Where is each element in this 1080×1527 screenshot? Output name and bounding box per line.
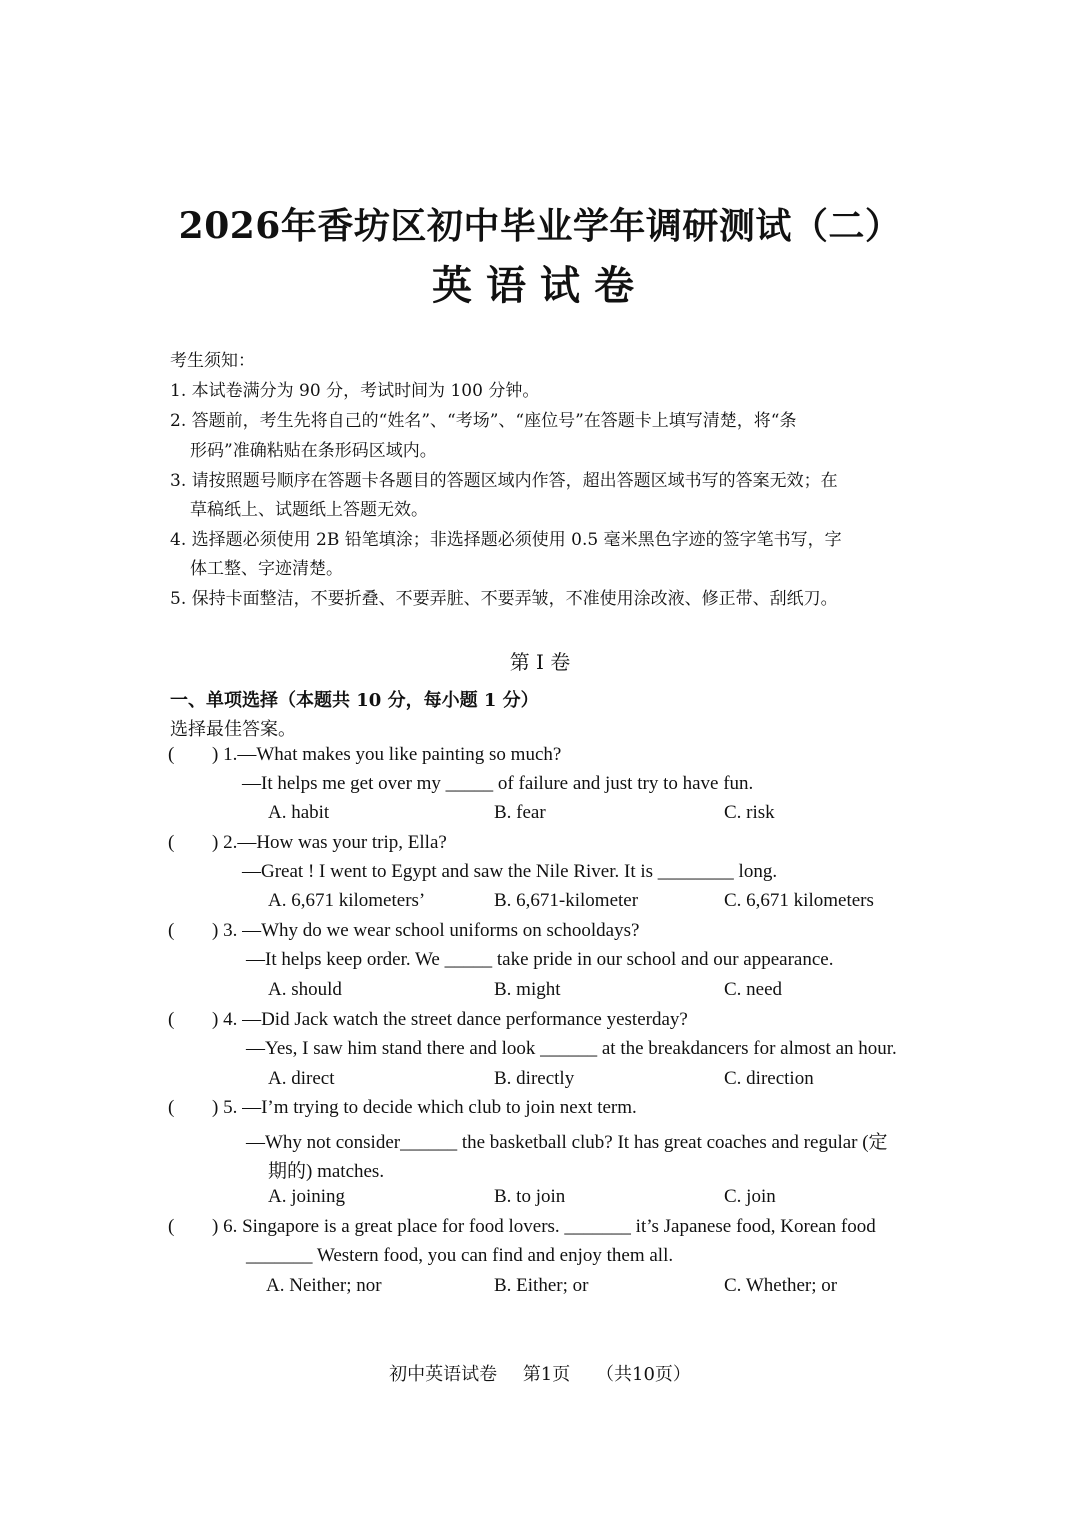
notes-line: 4. 选择题必须使用 2B 铅笔填涂；非选择题必须使用 0.5 毫米黑色字迹的签字笔书写，字 (170, 530, 842, 550)
part-heading: 一、单项选择（本题共 10 分，每小题 1 分） (170, 690, 539, 711)
question-stem: ) 2.—How was your trip, Ella? (212, 832, 447, 853)
answer-paren[interactable]: ( (168, 832, 175, 853)
notes-heading: 考生须知： (170, 351, 255, 371)
notes-line: 5. 保持卡面整洁，不要折叠、不要弄脏、不要弄皱，不准使用涂改液、修正带、刮纸刀。 (170, 589, 838, 609)
footer-page-total: （共10页） (596, 1364, 691, 1385)
option-a: A. 6,671 kilometers’ (268, 890, 426, 911)
footer-exam-name: 初中英语试卷 (389, 1364, 498, 1385)
exam-title: 2026年香坊区初中毕业学年调研测试（二） (178, 205, 902, 247)
option-a: A. Neither; nor (266, 1275, 382, 1296)
notes-line: 体工整、字迹清楚。 (190, 559, 343, 579)
option-b: B. directly (494, 1068, 575, 1089)
question-stem: ) 6. Singapore is a great place for food lovers. _______ it’s Japanese food, Korean food (212, 1216, 876, 1237)
question-line: —Yes, I saw him stand there and look ______ at the breakdancers for almost an hour. (246, 1038, 897, 1059)
notes-line: 1. 本试卷满分为 90 分，考试时间为 100 分钟。 (170, 381, 540, 401)
question-line: —It helps me get over my _____ of failure and just try to have fun. (242, 773, 754, 794)
option-c: C. need (724, 979, 783, 1000)
notes-line: 草稿纸上、试题纸上答题无效。 (190, 500, 428, 520)
notes-line: 3. 请按照题号顺序在答题卡各题目的答题区域内作答，超出答题区域书写的答案无效；在 (170, 471, 838, 491)
question-line: —Why not consider______ the basketball club? It has great coaches and regular (定 (246, 1132, 888, 1153)
answer-paren[interactable]: ( (168, 1097, 175, 1118)
volume-heading: 第 Ⅰ 卷 (509, 650, 571, 674)
option-b: B. fear (494, 802, 546, 823)
notes-line: 2. 答题前，考生先将自己的“姓名”、“考场”、“座位号”在答题卡上填写清楚，将“条 (170, 411, 797, 431)
question-line: —It helps keep order. We _____ take pride in our school and our appearance. (246, 949, 834, 970)
option-a: A. joining (268, 1186, 346, 1207)
option-a: A. should (268, 979, 342, 1000)
question-line: 期的) matches. (268, 1161, 385, 1182)
option-b: B. Either; or (494, 1275, 589, 1296)
exam-subtitle: 英语试卷 (432, 262, 648, 309)
footer-page-number: 第1页 (522, 1364, 571, 1385)
part-instruction: 选择最佳答案。 (170, 719, 296, 740)
page-footer (0, 1360, 1080, 1386)
option-c: C. direction (724, 1068, 814, 1089)
question-stem: ) 3. —Why do we wear school uniforms on schooldays? (212, 920, 640, 941)
answer-paren[interactable]: ( (168, 1216, 175, 1237)
option-c: C. join (724, 1186, 776, 1207)
option-b: B. to join (494, 1186, 566, 1207)
question-stem: ) 4. —Did Jack watch the street dance performance yesterday? (212, 1009, 688, 1030)
option-b: B. 6,671-kilometer (494, 890, 639, 911)
answer-paren[interactable]: ( (168, 744, 175, 765)
question-line: —Great ! I went to Egypt and saw the Nile River. It is ________ long. (242, 861, 778, 882)
notes-line: 形码”准确粘贴在条形码区域内。 (190, 441, 437, 461)
option-c: C. Whether; or (724, 1275, 838, 1296)
option-c: C. 6,671 kilometers (724, 890, 874, 911)
option-b: B. might (494, 979, 561, 1000)
answer-paren[interactable]: ( (168, 1009, 175, 1030)
option-a: A. direct (268, 1068, 335, 1089)
question-stem: ) 1.—What makes you like painting so much? (212, 744, 562, 765)
answer-paren[interactable]: ( (168, 920, 175, 941)
question-stem: ) 5. —I’m trying to decide which club to join next term. (212, 1097, 637, 1118)
question-line: _______ Western food, you can find and enjoy them all. (246, 1245, 674, 1266)
option-a: A. habit (268, 802, 330, 823)
option-c: C. risk (724, 802, 775, 823)
